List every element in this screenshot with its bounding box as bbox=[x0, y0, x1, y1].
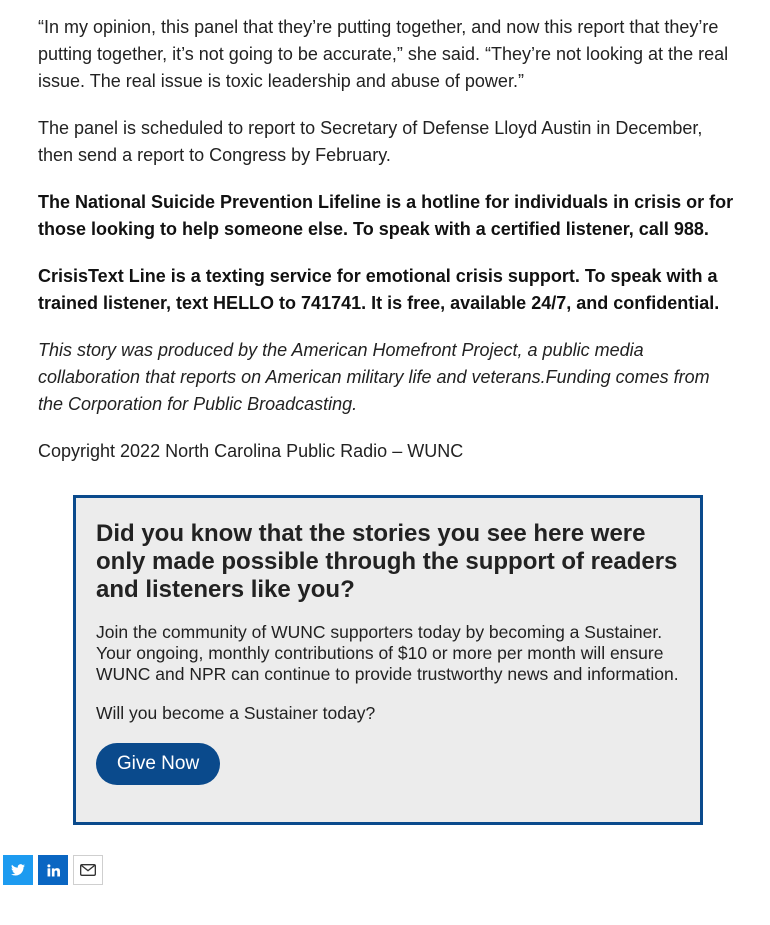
promo-description: Join the community of WUNC supporters today by becoming a Sustainer. Your ongoing, monthly contributions of $10 or more per month will ensure WUNC and NPR can continue to provide trustworthy news and information. bbox=[96, 622, 679, 684]
promo-question: Will you become a Sustainer today? bbox=[96, 703, 376, 723]
twitter-icon bbox=[11, 864, 25, 876]
lifeline-note: The National Suicide Prevention Lifeline is a hotline for individuals in crisis or for those looking to help someone else. To speak with a certified listener, call 988. bbox=[38, 192, 734, 239]
crisistext-note: CrisisText Line is a texting service for emotional crisis support. To speak with a trained listener, text HELLO to 741741. It is free, available 24/7, and confidential. bbox=[38, 266, 720, 313]
article-paragraph: The panel is scheduled to report to Secretary of Defense Lloyd Austin in December, then send a report to Congress by February. bbox=[38, 118, 703, 165]
promo-heading: Did you know that the stories you see here were only made possible through the support of readers and listeners like you? bbox=[96, 520, 678, 603]
share-linkedin-button[interactable] bbox=[38, 855, 68, 885]
email-icon bbox=[80, 864, 96, 876]
share-twitter-button[interactable] bbox=[3, 855, 33, 885]
copyright-line: Copyright 2022 North Carolina Public Radio – WUNC bbox=[38, 441, 464, 461]
article-body bbox=[38, 14, 738, 485]
share-bar bbox=[3, 855, 103, 885]
story-credit: This story was produced by the American Homefront Project, a public media collaboration that reports on American military life and veterans.Funding comes from the Corporation for Public Broadcasting. bbox=[38, 340, 710, 414]
donation-promo bbox=[73, 495, 703, 825]
linkedin-icon bbox=[47, 864, 60, 877]
article-paragraph: “In my opinion, this panel that they’re putting together, and now this report that they’re putting together, it’s not going to be accurate,” she said. “They’re not looking at the real issue. The real issue is toxic leadership and abuse of power.” bbox=[38, 17, 729, 91]
share-email-button[interactable] bbox=[73, 855, 103, 885]
give-now-button[interactable]: Give Now bbox=[96, 743, 220, 785]
